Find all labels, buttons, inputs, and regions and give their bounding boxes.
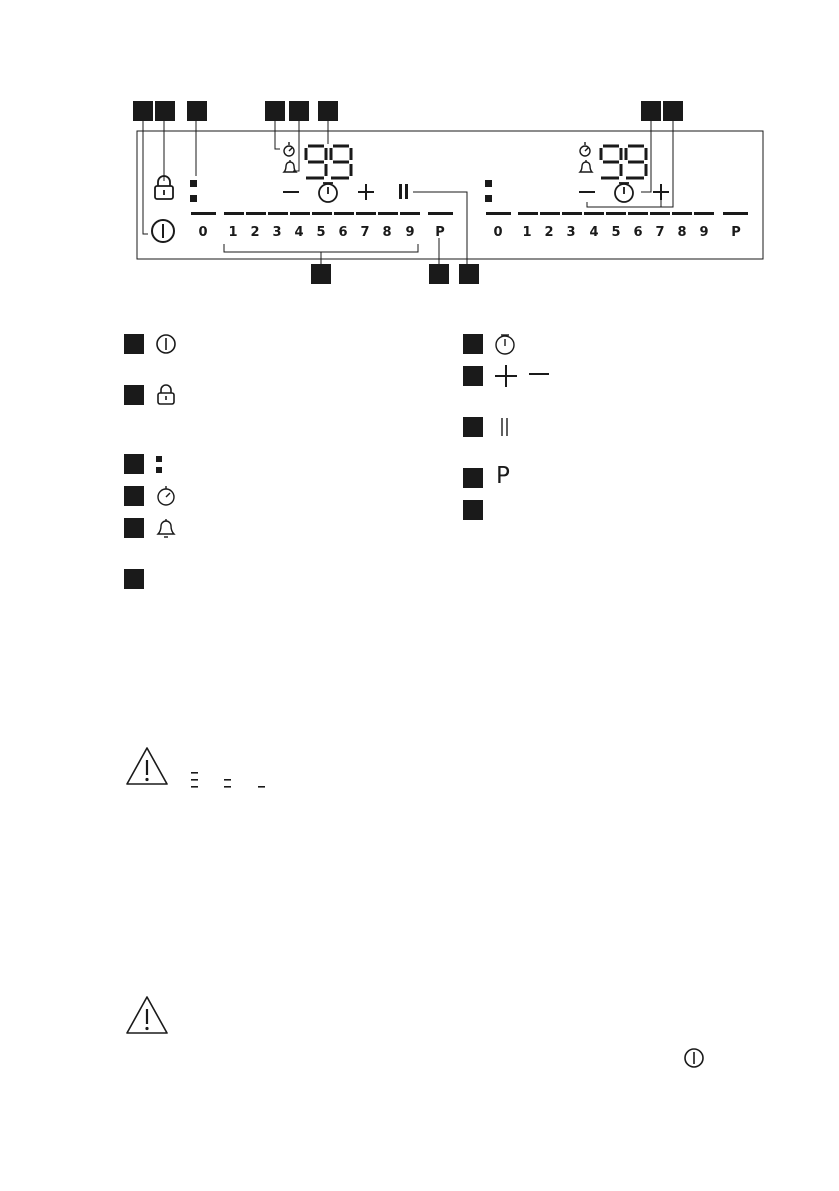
scale-number[interactable]: 4 [294, 225, 304, 240]
legend-number-box [463, 334, 483, 354]
legend-number-box [124, 385, 144, 405]
legend-number-box [124, 569, 144, 589]
callout-box [429, 264, 449, 284]
callout-box [187, 101, 207, 121]
lock-icon [154, 383, 178, 407]
legend-number-box [124, 486, 144, 506]
callout-box [641, 101, 661, 121]
pause-icon [493, 415, 517, 439]
boost-button-right[interactable]: P [731, 225, 741, 240]
legend-number-box [463, 417, 483, 437]
legend-number-box [463, 468, 483, 488]
scale-numbers-left [198, 225, 444, 240]
power-icon [154, 332, 178, 356]
power-icon [682, 1046, 706, 1070]
pause-icon[interactable] [399, 184, 408, 199]
legend-number-box [463, 500, 483, 520]
bell-icon [154, 516, 178, 540]
legend-number-box [463, 366, 483, 386]
timer-control-icon-right[interactable] [615, 183, 633, 202]
control-panel-diagram [0, 0, 839, 300]
callout-box [265, 101, 285, 121]
scale-numbers-right [493, 225, 740, 240]
level-bars-left [191, 212, 453, 215]
scale-number[interactable]: 0 [198, 225, 208, 240]
scale-number[interactable]: 3 [272, 225, 282, 240]
power-icon[interactable] [152, 220, 174, 242]
scale-number[interactable]: 6 [338, 225, 348, 240]
bell-icon-right [580, 160, 592, 172]
callout-box [155, 101, 175, 121]
callout-box [311, 264, 331, 284]
timer-display-left [306, 146, 351, 178]
warning-icon [125, 745, 169, 787]
callout-box [663, 101, 683, 121]
timer-control-icon-left[interactable] [319, 183, 337, 202]
scale-number[interactable]: 9 [405, 225, 415, 240]
scale-number[interactable]: 5 [611, 225, 621, 240]
scale-number[interactable]: 1 [522, 225, 532, 240]
scale-number[interactable]: 0 [493, 225, 503, 240]
residual-heat-indicators [188, 770, 268, 792]
scale-number[interactable]: 9 [699, 225, 709, 240]
scale-number[interactable]: 8 [382, 225, 392, 240]
callout-boxes-top [133, 101, 683, 121]
boost-icon: P [496, 463, 510, 489]
timer-icon-right [580, 142, 590, 156]
scale-number[interactable]: 8 [677, 225, 687, 240]
scale-number[interactable]: 5 [316, 225, 326, 240]
scale-number[interactable]: 2 [250, 225, 260, 240]
level-bars-right [486, 212, 748, 215]
plus-button-left[interactable] [358, 184, 374, 200]
plus-button-right[interactable] [653, 184, 669, 200]
callout-box [459, 264, 479, 284]
legend-number-box [124, 334, 144, 354]
timer-display-right [601, 146, 646, 178]
timer-icon [154, 484, 178, 508]
timer-control-icon [493, 332, 517, 356]
boost-button-left[interactable]: P [435, 225, 445, 240]
scale-number[interactable]: 7 [655, 225, 665, 240]
scale-number[interactable]: 6 [633, 225, 643, 240]
scale-number[interactable]: 2 [544, 225, 554, 240]
scale-number[interactable]: 3 [566, 225, 576, 240]
callout-boxes-bottom [311, 264, 479, 284]
bell-icon [284, 160, 296, 172]
plus-minus-icon [493, 364, 555, 388]
legend-number-box [124, 518, 144, 538]
callout-box [289, 101, 309, 121]
legend-number-box [124, 454, 144, 474]
scale-number[interactable]: 1 [228, 225, 238, 240]
zone-indicator-right [485, 180, 492, 202]
warning-icon [125, 994, 169, 1036]
zone-indicator-left [190, 180, 197, 202]
zone-indicator-icon [154, 452, 178, 476]
scale-number[interactable]: 7 [360, 225, 370, 240]
scale-number[interactable]: 4 [589, 225, 599, 240]
timer-icon [284, 142, 294, 156]
callout-box [318, 101, 338, 121]
callout-box [133, 101, 153, 121]
